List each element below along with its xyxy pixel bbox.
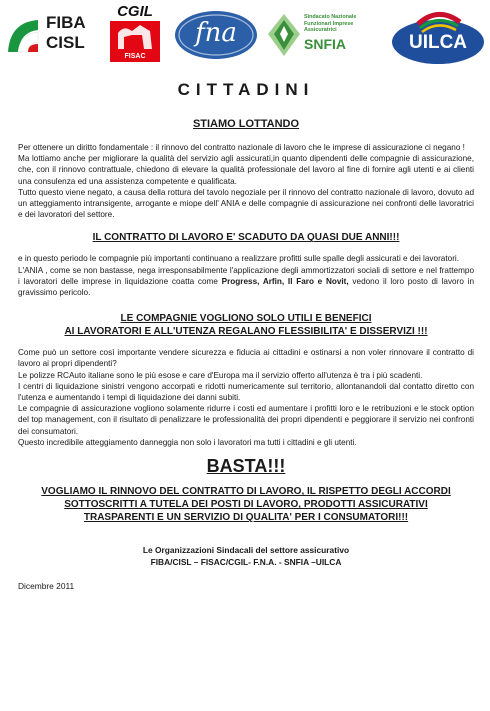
section3-paragraph-2: Le polizze RCAuto italiane sono le più esose e care d'Europa ma il servizio offerto all'utenza è tra i più scadenti. xyxy=(18,370,423,380)
section3-paragraph-4: Le compagnie di assicurazione vogliono solamente ridurre i costi ed aumentare i profitti loro e le retribuzioni e le stock option del top management, con il risultato di penalizzare le professionalità dei propri dipendenti e peggiorare il servizio nei confronti dei consumatori. xyxy=(18,404,474,436)
section2-text-start: L'ANIA , come se non bastasse, nega irresponsabilmente l'applicazione degli ammortizzatori sociali di settore e nel frattempo i lavoratori delle imprese in liquidazione coatta come xyxy=(18,265,474,286)
flyer-body xyxy=(18,78,474,591)
fiba-label: FIBA xyxy=(46,13,86,32)
cgil-fisac-logo xyxy=(106,4,164,62)
snfia-label: SNFIA xyxy=(304,36,346,52)
heading-compagnie xyxy=(18,312,474,338)
fiba-cisl-logo xyxy=(4,12,92,62)
signature-line-1: Le Organizzazioni Sindacali del settore assicurativo xyxy=(142,545,350,556)
demand-line-1: VOGLIAMO IL RINNOVO DEL CONTRATTO DI LAVORO, IL RISPETTO DEGLI ACCORDI xyxy=(41,486,451,498)
heading-compagnie-line-1: LE COMPAGNIE VOGLIONO SOLO UTILI E BENEFICI xyxy=(120,313,372,325)
section2-text-end: vedono il loro posto di lavoro in gravissimo pericolo. xyxy=(18,276,474,298)
intro-paragraph-3: Tutto questo viene negato, a causa della rottura del tavolo negoziale per il rinnovo del contratto nazionale di lavoro, dovuto ad un atteggiamento intransigente, arrogante e miope dell' ANIA e delle compagnie di assicurazione nei confronti delle lavoratrici e dei lavoratori del settore. xyxy=(18,187,474,220)
cgil-label: CGIL xyxy=(117,3,153,20)
snfia-logo xyxy=(266,12,386,62)
section2-paragraph-2 xyxy=(18,265,474,299)
basta-heading: BASTA!!! xyxy=(206,456,286,477)
intro-paragraph-1: Per ottenere un diritto fondamentale : il rinnovo del contratto nazionale di lavoro che le imprese di assicurazione ci negano ! xyxy=(18,143,465,152)
cisl-label: CISL xyxy=(46,33,85,52)
section3-paragraph-1: Come può un settore così importante vendere sicurezza e fiducia ai cittadini e ostinarsi a non voler rinnovare il contratto di lavoro ai propri dipendenti? xyxy=(18,348,474,369)
section-2 xyxy=(18,253,474,298)
logo-bar xyxy=(0,0,490,70)
intro-paragraph-2: Ma lottiamo anche per migliorare la qualità del servizio agli assicurati,in quanto dipendenti delle compagnie di assicurazione, che, con il rinnovo contrattuale, chiedono di elevare la qualità professionale del lavoro al fine di fornire agli utenti e ai clienti una consulenza ed una assistenza competente e qualificata. xyxy=(18,154,474,186)
uilca-label: UILCA xyxy=(408,32,468,53)
fna-logo xyxy=(174,10,258,60)
section2-company-names: Progress, Arfin, Il Faro e Novit, xyxy=(221,276,349,286)
fisac-label: FISAC xyxy=(124,53,146,60)
date-label: Dicembre 2011 xyxy=(18,581,75,592)
section2-paragraph-1: e in questo periodo le compagnie più importanti continuano a realizzare profitti sulle spalle degli assicurati e dei lavoratori. xyxy=(18,254,460,264)
section3-paragraph-3: I centri di liquidazione sinistri vengono accorpati e ridotti numericamente sul territorio, allontanandoli dal contatto diretto con l'utenza e aumentando i tempi di liquidazione dei danni subiti. xyxy=(18,381,474,403)
section3-paragraph-5: Questo incredibile atteggiamento danneggia non solo i lavoratori ma tutti i cittadini e gli utenti. xyxy=(18,437,357,447)
demand-block xyxy=(18,485,474,524)
heading-compagnie-line-2: AI LAVORATORI E ALL'UTENZA REGALANO FLESSIBILITA' E DISSERVIZI !!! xyxy=(64,326,428,338)
uilca-logo xyxy=(390,8,486,66)
signature-block xyxy=(18,544,474,568)
demand-line-3: TRASPARENTI E UN SERVIZIO DI QUALITA' PER I CONSUMATORI!!! xyxy=(83,512,409,524)
signature-line-2: FIBA/CISL – FISAC/CGIL- F.N.A. - SNFIA –UILCA xyxy=(150,557,342,568)
cgil-red-block xyxy=(110,21,160,62)
snfia-diamond-icon xyxy=(266,12,302,58)
snfia-subtitle: Sindacato Nazionale Funzionari Imprese Assicuratrici xyxy=(304,14,357,34)
fna-label: fna xyxy=(195,18,237,48)
intro-section xyxy=(18,142,474,220)
section-3 xyxy=(18,347,474,448)
cgil-figure-icon xyxy=(110,21,160,51)
heading-stiamo-lottando: STIAMO LOTTANDO xyxy=(192,118,300,130)
page-title: CITTADINI xyxy=(177,80,315,99)
demand-line-2: SOTTOSCRITTI A TUTELA DEI POSTI DI LAVORO, PRODOTTI ASSICURATIVI xyxy=(64,499,428,511)
heading-contratto-scaduto: IL CONTRATTO DI LAVORO E' SCADUTO DA QUASI DUE ANNI!!! xyxy=(92,232,400,244)
